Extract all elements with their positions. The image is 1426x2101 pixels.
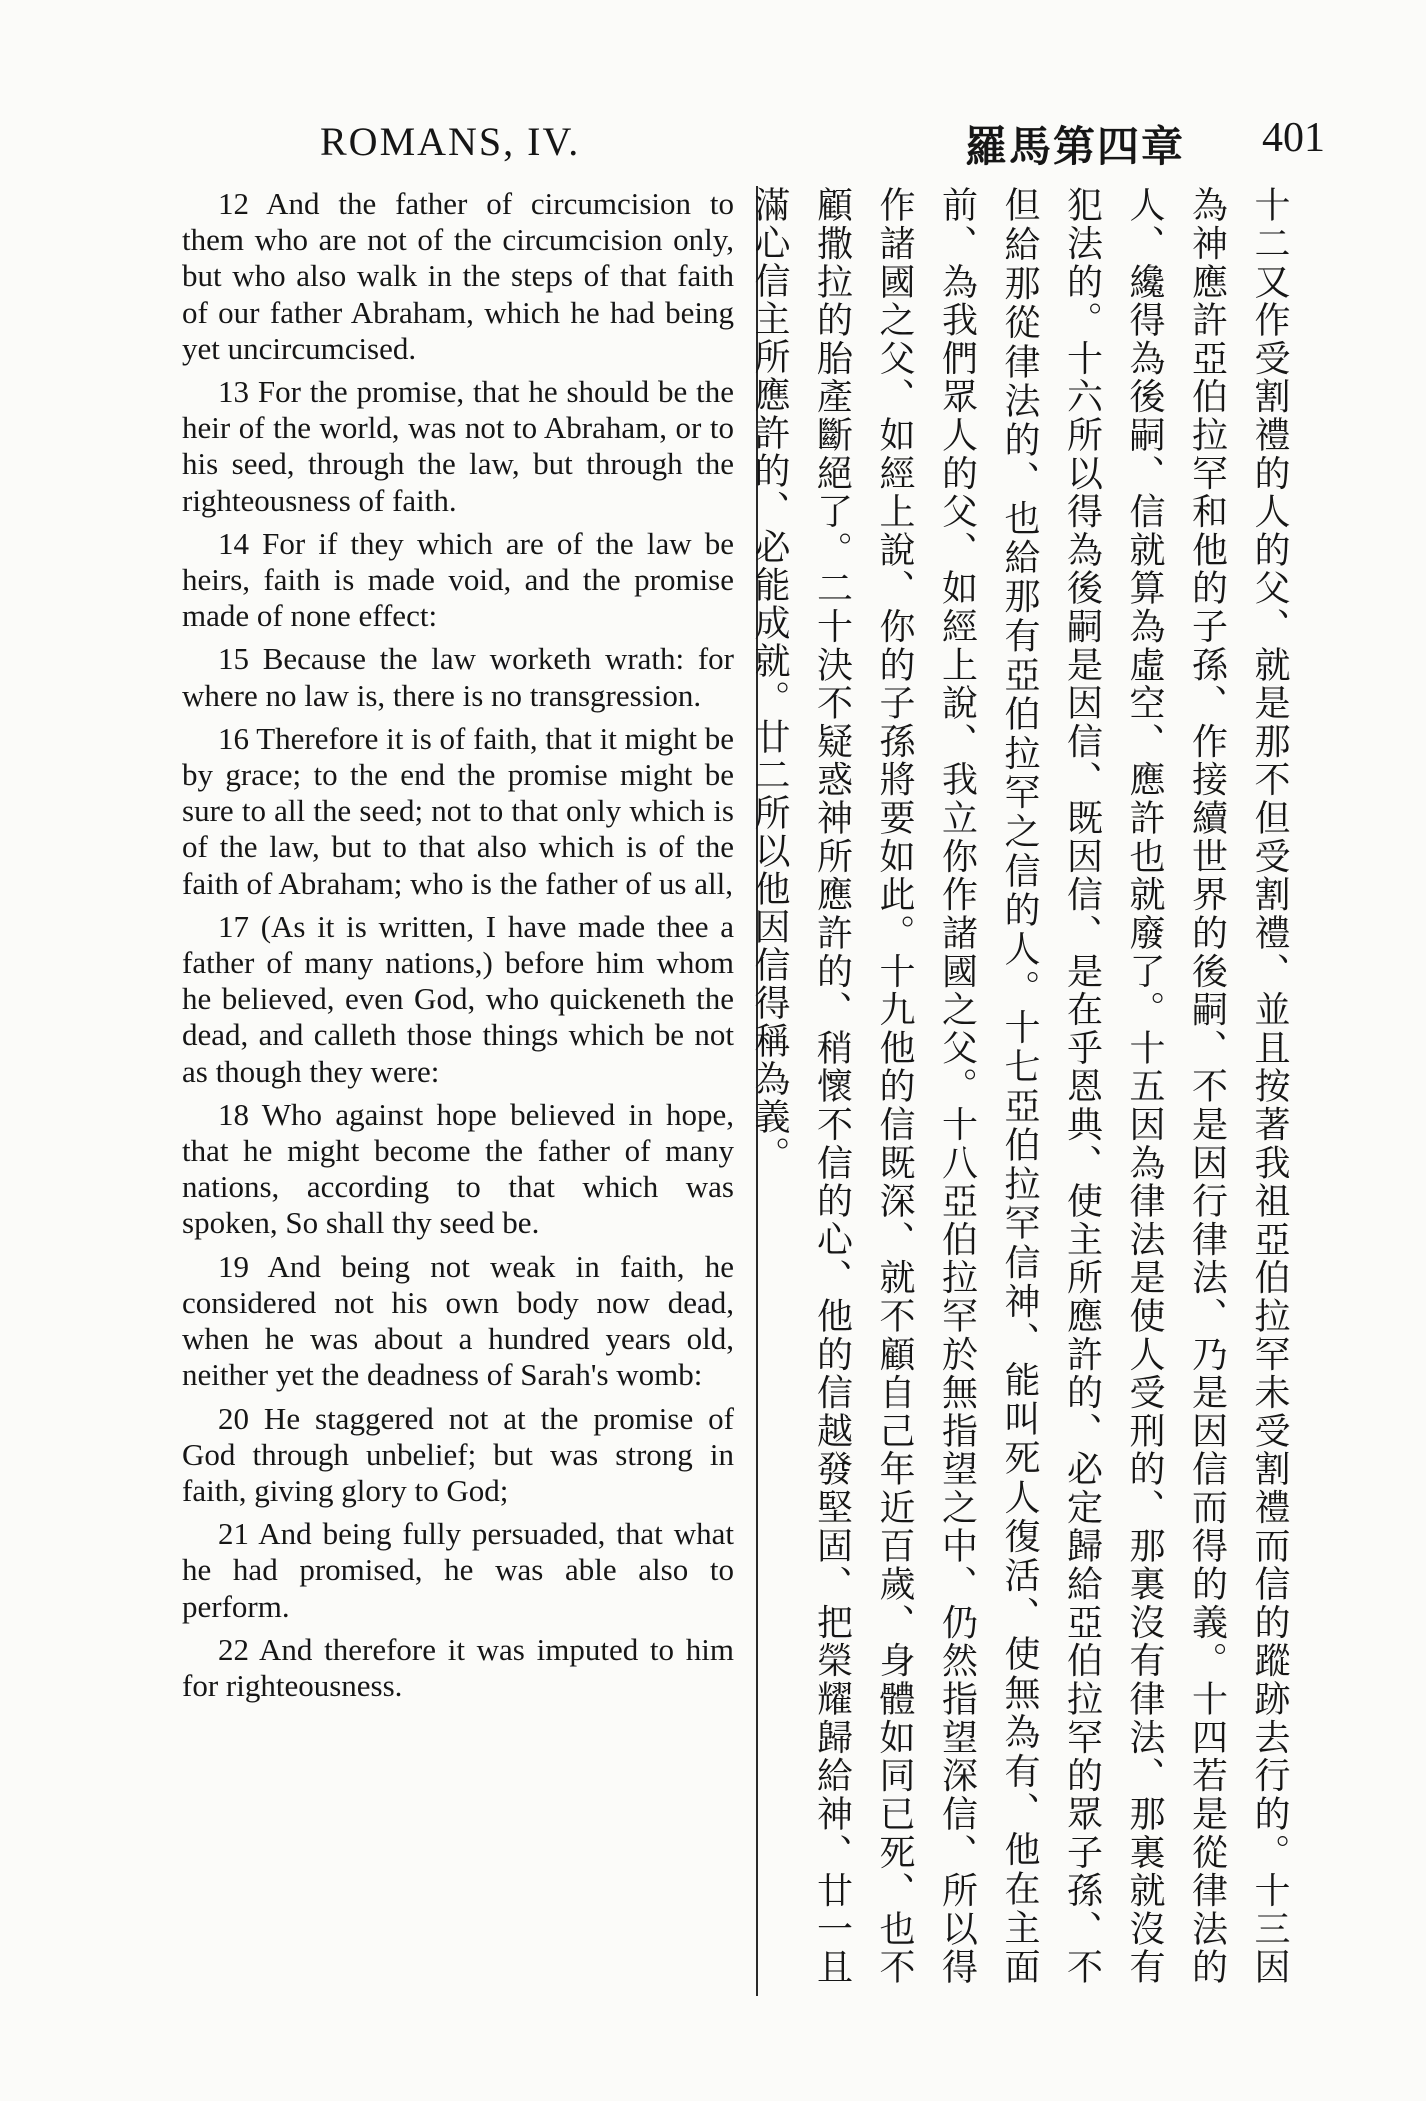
verse-14: 14 For if they which are of the law be heirs, faith is made void, and the promise made of none effect: — [182, 525, 734, 634]
verse-19: 19 And being not weak in faith, he considered not his own body now dead, when he was about a hundred years old, neither yet the deadness of Sarah's womb: — [182, 1248, 734, 1393]
verse-13: 13 For the promise, that he should be the heir of the world, was not to Abraham, or to his seed, through the law, but through the righteousness of faith. — [182, 374, 734, 518]
verse-22: 22 And therefore it was imputed to him for righteousness. — [182, 1631, 734, 1703]
english-column — [182, 186, 734, 1711]
verse-21: 21 And being fully persuaded, that what he had promised, he was able also to perform. — [182, 1516, 734, 1624]
verse-16: 16 Therefore it is of faith, that it might be by grace; to the end the promise might be sure to all the seed; not to that only which is of the law, but to that also which is of the faith of Abraham; who is the father of us all, — [182, 720, 734, 901]
chinese-vertical-text: 十二又作受割禮的人的父、就是那不但受割禮、並且按著我祖亞伯拉罕未受割禮而信的蹤跡去行的。十三因為神應許亞伯拉罕和他的子孫、作接續世界的後嗣、不是因行律法、乃是因信而得的義。十四若是從律法的人、纔得為後嗣、信就算為虛空、應許也就廢了。十五因為律法是使人受刑的、那裏沒有律法、那裏就沒有犯法的。十六所以得為後嗣是因信、既因信、是在乎恩典、使主所應許的、必定歸給亞伯拉罕的眾子孫、不但給那從律法的、也給那有亞伯拉罕之信的人。十七亞伯拉罕信神、能叫死人復活、使無為有、他在主面前、為我們眾人的父、如經上說、我立你作諸國之父。十八亞伯拉罕於無指望之中、仍然指望深信、所以得作諸國之父、如經上說、你的子孫將要如此。十九他的信既深、就不顧自己年近百歲、身體如同已死、也不顧撒拉的胎產斷絕了。二十決不疑惑神所應許的、稍懷不信的心、他的信越發堅固、把榮耀歸給神、廿一且滿心信主所應許的、必能成就。廿二所以他因信得稱為義。 — [749, 186, 1290, 1986]
verse-15: 15 Because the law worketh wrath: for where no law is, there is no transgression. — [182, 641, 734, 713]
chinese-running-title: 羅馬第四章 — [965, 125, 1186, 171]
page-number: 401 — [1262, 115, 1325, 161]
verse-17: 17 (As it is written, I have made thee a father of many nations,) before him whom he believed, even God, who quickeneth the dead, and calleth those things which be not as though they were: — [182, 908, 734, 1089]
english-running-title: ROMANS, IV. — [320, 119, 581, 164]
verse-12: 12 And the father of circumcision to them who are not of the circumcision only, but who also walk in the steps of that faith of our father Abraham, which he had being yet uncircumcised. — [182, 186, 734, 366]
verse-20: 20 He staggered not at the promise of God through unbelief; but was strong in faith, giving glory to God; — [182, 1400, 734, 1508]
verse-18: 18 Who against hope believed in hope, that he might become the father of many nations, according to that which was spoken, So shall thy seed be. — [182, 1096, 734, 1241]
chinese-column — [749, 186, 1300, 1986]
